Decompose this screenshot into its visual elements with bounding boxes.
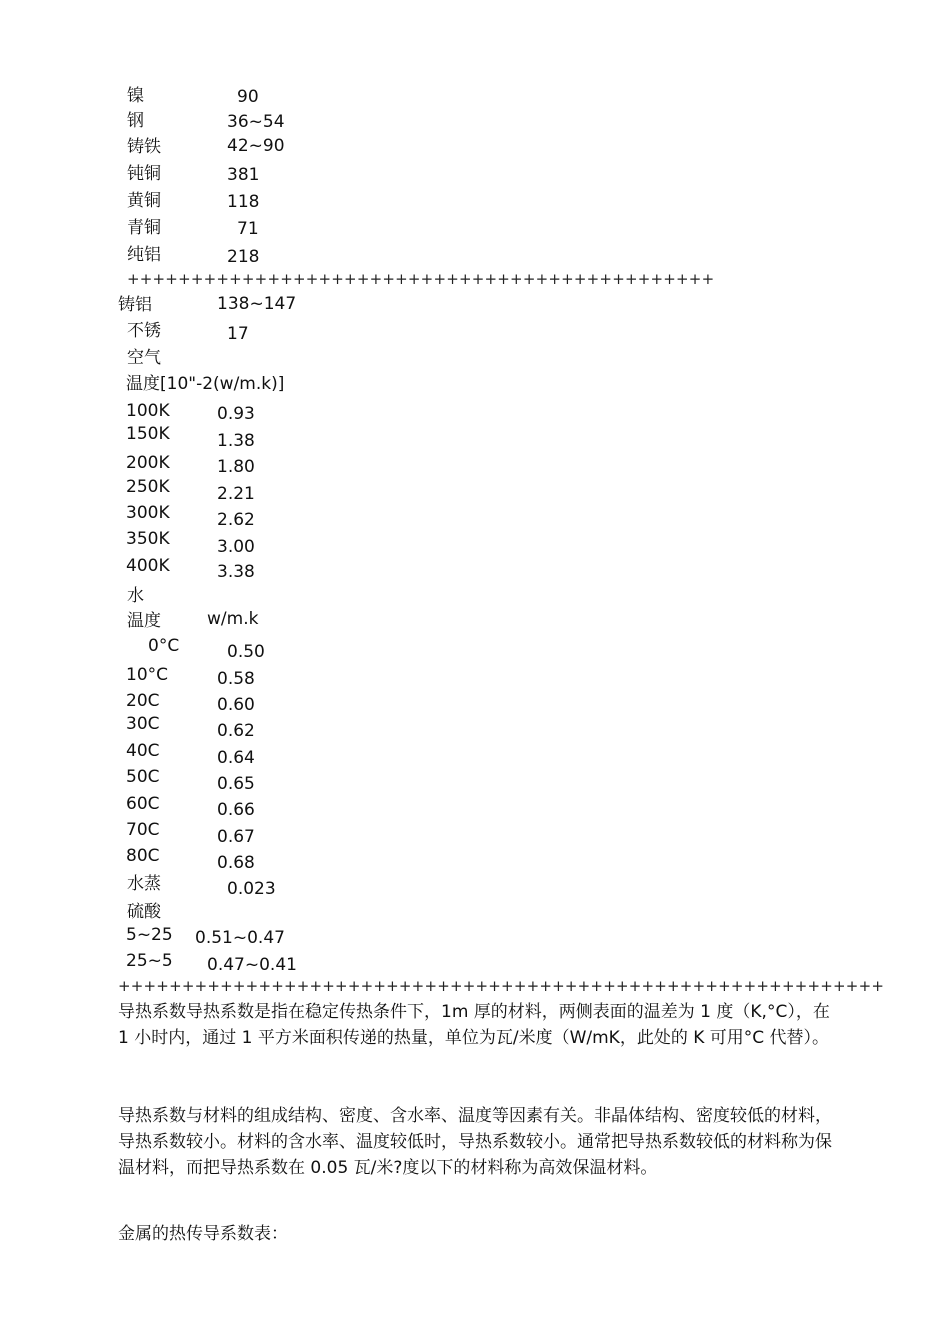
metal-name: 黄铜: [127, 191, 161, 211]
metal-name: 钢: [127, 111, 144, 131]
temperature-cell: 80C: [126, 846, 160, 866]
value-cell: 2.21: [217, 484, 255, 504]
temperature-cell: 250K: [126, 477, 170, 497]
metal-name: 铸铝: [118, 295, 152, 315]
value-cell: 0.68: [217, 853, 255, 873]
metal-value: 71: [237, 219, 259, 239]
metal-value: 42~90: [227, 136, 285, 156]
value-cell: 1.38: [217, 431, 255, 451]
metal-value: 138~147: [217, 294, 297, 314]
temperature-cell: 300K: [126, 503, 170, 523]
metal-value: 36~54: [227, 112, 285, 132]
temperature-cell: 10°C: [126, 665, 169, 685]
value-cell: 3.38: [217, 562, 255, 582]
value-cell: 0.50: [227, 642, 265, 662]
value-cell: 0.67: [217, 827, 255, 847]
separator-line: ++++++++++++++++++++++++++++++++++++++++++++++++++++++++++++: [118, 977, 885, 995]
temperature-cell: 40C: [126, 741, 160, 761]
value-cell: 3.00: [217, 537, 255, 557]
value-cell: 0.66: [217, 800, 255, 820]
value-cell: 0.47~0.41: [207, 955, 297, 975]
metal-value: 381: [227, 165, 260, 185]
metal-name: 铸铁: [127, 137, 161, 157]
metal-name: 青铜: [127, 218, 161, 238]
definition-paragraph: 导热系数导热系数是指在稳定传热条件下，1m 厚的材料，两侧表面的温差为 1 度（K,°C），在 1 小时内，通过 1 平方米面积传递的热量，单位为瓦/米度（W/mK，此处的 K 可用°C 代替）。: [118, 1002, 830, 1048]
temperature-cell: 70C: [126, 820, 160, 840]
temperature-cell: 50C: [126, 767, 160, 787]
temperature-cell: 20C: [126, 691, 160, 711]
metal-value: 218: [227, 247, 260, 267]
temperature-cell: 400K: [126, 556, 170, 576]
concentration-cell: 5~25: [126, 925, 173, 945]
table-header: 温度[10"-2(w/m.k)]: [126, 374, 285, 394]
value-cell: 0.60: [217, 695, 255, 715]
temperature-cell: 0°C: [148, 636, 180, 656]
temperature-cell: 150K: [126, 424, 170, 444]
metal-name: 不锈: [127, 321, 161, 341]
section-title: 硫酸: [127, 902, 161, 922]
value-cell: 2.62: [217, 510, 255, 530]
value-cell: 0.65: [217, 774, 255, 794]
metal-name: 镍: [127, 86, 144, 106]
metal-name: 钝铜: [127, 164, 161, 184]
temperature-cell: 60C: [126, 794, 160, 814]
value-cell: 1.80: [217, 457, 255, 477]
metal-value: 118: [227, 192, 260, 212]
table-intro: 金属的热传导系数表：: [118, 1224, 288, 1244]
metal-value: 17: [227, 324, 249, 344]
value-cell: 0.64: [217, 748, 255, 768]
material-name: 水蒸: [127, 874, 161, 894]
table-header-unit: w/m.k: [207, 609, 259, 629]
section-title: 水: [127, 586, 144, 606]
concentration-cell: 25~5: [126, 951, 173, 971]
temperature-cell: 350K: [126, 529, 170, 549]
temperature-cell: 30C: [126, 714, 160, 734]
temperature-cell: 200K: [126, 453, 170, 473]
material-value: 0.023: [227, 879, 276, 899]
value-cell: 0.62: [217, 721, 255, 741]
temperature-cell: 100K: [126, 401, 170, 421]
metal-value: 90: [237, 87, 259, 107]
table-header: 温度: [127, 611, 161, 631]
separator-line: ++++++++++++++++++++++++++++++++++++++++++++++: [127, 270, 715, 288]
value-cell: 0.93: [217, 404, 255, 424]
metal-name: 纯铝: [127, 245, 161, 265]
value-cell: 0.58: [217, 669, 255, 689]
section-title: 空气: [127, 348, 161, 368]
value-cell: 0.51~0.47: [195, 928, 285, 948]
explanation-paragraph: 导热系数与材料的组成结构、密度、含水率、温度等因素有关。非晶体结构、密度较低的材料，导热系数较小。材料的含水率、温度较低时，导热系数较小。通常把导热系数较低的材料称为保温材料，而把导热系数在 0.05 瓦/米?度以下的材料称为高效保温材料。: [118, 1106, 832, 1178]
